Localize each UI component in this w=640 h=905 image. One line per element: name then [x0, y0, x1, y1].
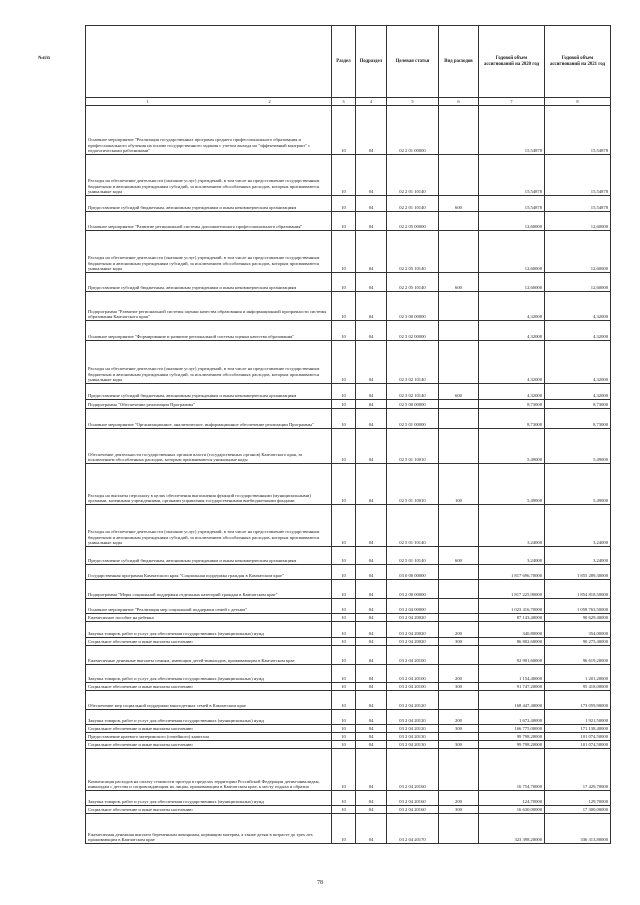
- row-razdel-cell: 10: [332, 429, 356, 464]
- page-number: 78: [317, 880, 323, 886]
- row-razdel-cell: 10: [332, 409, 356, 429]
- row-razdel-cell: 10: [332, 638, 356, 646]
- row-expense-type-cell: 300: [439, 725, 479, 733]
- row-2021-cell: 17 429,70000: [545, 749, 611, 791]
- row-target-article-cell: 03 2 04 20100: [387, 665, 439, 683]
- row-podrazdel-cell: 04: [356, 321, 387, 341]
- table-row: [86, 599, 611, 614]
- row-name-cell: Обеспечение мер социальной поддержки многодетных семей в Камчатском крае: [86, 691, 332, 710]
- table-row: [86, 814, 611, 844]
- row-2021-cell: 90 629,40000: [545, 614, 611, 622]
- row-2021-cell: 4,32000: [545, 321, 611, 341]
- row-name-cell: Ежемесячная денежная выплата беременным женщинам, кормящим матерям, а также детям в возрасте до трех лет, проживающим в Камчатском крае: [86, 814, 332, 844]
- row-2021-cell: 3,24000: [545, 505, 611, 547]
- row-expense-type-cell: 200: [439, 665, 479, 683]
- row-name-cell: Закупка товаров, работ и услуг для обеспечения государственных (муниципальных) нужд: [86, 665, 332, 683]
- row-2021-cell: 8,73000: [545, 400, 611, 409]
- row-podrazdel-cell: 04: [356, 814, 387, 844]
- row-2020-cell: 5,49000: [479, 429, 545, 464]
- table-row: [86, 400, 611, 409]
- header-2020: Годовой объем ассигнований на 2020 год: [479, 26, 545, 98]
- row-razdel-cell: 10: [332, 155, 356, 196]
- column-number: 5: [387, 98, 439, 106]
- row-expense-type-cell: 200: [439, 791, 479, 806]
- row-expense-type-cell: [439, 231, 479, 273]
- table-row: [86, 733, 611, 741]
- row-2020-cell: 340,80000: [479, 622, 545, 638]
- row-name-cell: Предоставление субсидий бюджетным, автономным учреждениям и иным некоммерческим организациям: [86, 273, 332, 292]
- row-2021-cell: 95 418,00000: [545, 683, 611, 691]
- row-target-article-cell: 02 2 05 10140: [387, 231, 439, 273]
- row-2020-cell: 15,54878: [479, 196, 545, 212]
- row-name-cell: Закупка товаров, работ и услуг для обеспечения государственных (муниципальных) нужд: [86, 710, 332, 725]
- row-podrazdel-cell: 04: [356, 710, 387, 725]
- row-expense-type-cell: [439, 155, 479, 196]
- row-2020-cell: 16 754,70000: [479, 749, 545, 791]
- row-podrazdel-cell: 04: [356, 646, 387, 665]
- row-2020-cell: 1 817 696,70000: [479, 565, 545, 580]
- row-2020-cell: 99 798,20000: [479, 733, 545, 741]
- row-razdel-cell: 10: [332, 814, 356, 844]
- table-row: [86, 565, 611, 580]
- row-expense-type-cell: [439, 321, 479, 341]
- row-name-cell: Основное мероприятие "Реализация государственных программ среднего профессионального образования и профессионального обучения на основе государственного задания с учетом выхода на "эффективный контракт" с педагогическими работниками": [86, 106, 332, 155]
- row-2021-cell: 171 138,40000: [545, 725, 611, 733]
- row-name-cell: Расходы на обеспечение деятельности (оказание услуг) учреждений, в том числе на предоставление государственным бюджетным и автономным учреждениям субсидий, за исключением обособленных расходов, которым присваиваются уникальные коды: [86, 341, 332, 384]
- row-target-article-cell: 02 5 01 10010: [387, 464, 439, 505]
- row-2020-cell: 4,32000: [479, 292, 545, 321]
- row-razdel-cell: 10: [332, 733, 356, 741]
- row-2021-cell: 15,54878: [545, 196, 611, 212]
- row-2021-cell: 336 313,80000: [545, 814, 611, 844]
- row-2021-cell: 90 275,40000: [545, 638, 611, 646]
- row-target-article-cell: 03 2 04 20020: [387, 614, 439, 622]
- row-2020-cell: 92 901,60000: [479, 646, 545, 665]
- row-2021-cell: 12,60000: [545, 273, 611, 292]
- row-2020-cell: 8,73000: [479, 409, 545, 429]
- row-2021-cell: 15,54878: [545, 155, 611, 196]
- row-podrazdel-cell: 04: [356, 505, 387, 547]
- row-expense-type-cell: [439, 505, 479, 547]
- row-podrazdel-cell: 04: [356, 741, 387, 749]
- row-expense-type-cell: [439, 292, 479, 321]
- row-expense-type-cell: 300: [439, 638, 479, 646]
- row-razdel-cell: 10: [332, 622, 356, 638]
- row-target-article-cell: 02 3 02 10140: [387, 384, 439, 400]
- row-2020-cell: 12,60000: [479, 212, 545, 231]
- row-expense-type-cell: [439, 106, 479, 155]
- row-2020-cell: 166 775,00000: [479, 725, 545, 733]
- header-2021: Годовой объем ассигнований на 2021 год: [545, 26, 611, 98]
- row-2020-cell: 1 672,40000: [479, 710, 545, 725]
- row-expense-type-cell: 600: [439, 384, 479, 400]
- row-2020-cell: 12,60000: [479, 273, 545, 292]
- row-name-cell: Основное мероприятие "Развитие региональной системы дополнительного профессионального образования": [86, 212, 332, 231]
- row-podrazdel-cell: 04: [356, 429, 387, 464]
- row-podrazdel-cell: 04: [356, 400, 387, 409]
- row-razdel-cell: 10: [332, 547, 356, 565]
- row-2021-cell: 8,73000: [545, 409, 611, 429]
- row-expense-type-cell: 300: [439, 683, 479, 691]
- row-expense-type-cell: [439, 733, 479, 741]
- row-2020-cell: 86 802,60000: [479, 638, 545, 646]
- table-row: [86, 580, 611, 599]
- column-number: 4: [356, 98, 387, 106]
- row-target-article-cell: 02 3 00 00000: [387, 292, 439, 321]
- row-expense-type-cell: 600: [439, 547, 479, 565]
- row-podrazdel-cell: 04: [356, 547, 387, 565]
- table-row: [86, 292, 611, 321]
- row-expense-type-cell: [439, 599, 479, 614]
- header-expense-type: Вид расходов: [439, 26, 479, 98]
- row-name-cell: Расходы на обеспечение деятельности (оказание услуг) учреждений, в том числе на предоставление государственным бюджетным и автономным учреждениям субсидий, за исключением обособленных расходов, которым присваиваются уникальные коды: [86, 155, 332, 196]
- row-name-cell: Предоставление краевого материнского (семейного) капитала: [86, 733, 332, 741]
- row-2021-cell: 354,00000: [545, 622, 611, 638]
- table-row: [86, 321, 611, 341]
- row-podrazdel-cell: 04: [356, 665, 387, 683]
- table-row: [86, 710, 611, 725]
- row-target-article-cell: 03 2 04 20160: [387, 749, 439, 791]
- row-podrazdel-cell: 04: [356, 212, 387, 231]
- row-podrazdel-cell: 04: [356, 384, 387, 400]
- row-podrazdel-cell: 04: [356, 733, 387, 741]
- table-row: [86, 464, 611, 505]
- row-podrazdel-cell: 04: [356, 791, 387, 806]
- row-2021-cell: 129,70000: [545, 791, 611, 806]
- row-podrazdel-cell: 04: [356, 565, 387, 580]
- row-razdel-cell: 10: [332, 505, 356, 547]
- row-podrazdel-cell: 04: [356, 614, 387, 622]
- row-razdel-cell: 10: [332, 464, 356, 505]
- row-target-article-cell: 02 5 01 10140: [387, 547, 439, 565]
- row-razdel-cell: 10: [332, 273, 356, 292]
- row-2021-cell: 101 074,50000: [545, 733, 611, 741]
- row-expense-type-cell: [439, 409, 479, 429]
- row-2020-cell: 4,32000: [479, 384, 545, 400]
- row-expense-type-cell: [439, 212, 479, 231]
- row-2021-cell: 101 074,50000: [545, 741, 611, 749]
- row-razdel-cell: 10: [332, 725, 356, 733]
- row-name-cell: Расходы на обеспечение деятельности (оказание услуг) учреждений, в том числе на предоставление государственным бюджетным и автономным учреждениям субсидий, за исключением обособленных расходов, которым присваиваются уникальные коды: [86, 505, 332, 547]
- table-row: [86, 505, 611, 547]
- row-2020-cell: 15,54878: [479, 155, 545, 196]
- row-target-article-cell: 03 2 04 20130: [387, 733, 439, 741]
- row-target-article-cell: 03 2 04 20020: [387, 638, 439, 646]
- row-name-cell: Закупка товаров, работ и услуг для обеспечения государственных (муниципальных) нужд: [86, 622, 332, 638]
- row-name-cell: Предоставление субсидий бюджетным, автономным учреждениям и иным некоммерческим организациям: [86, 547, 332, 565]
- row-2020-cell: 4,32000: [479, 321, 545, 341]
- row-target-article-cell: 03 2 04 20120: [387, 725, 439, 733]
- row-target-article-cell: 02 2 01 10140: [387, 155, 439, 196]
- row-name-cell: Государственная программа Камчатского края "Социальная поддержка граждан в Камчатском крае": [86, 565, 332, 580]
- column-number-row: [86, 98, 611, 106]
- row-2021-cell: 12,60000: [545, 212, 611, 231]
- budget-allocation-table: [85, 25, 611, 844]
- table-row: [86, 196, 611, 212]
- table-row: [86, 741, 611, 749]
- table-row: [86, 429, 611, 464]
- row-podrazdel-cell: 04: [356, 622, 387, 638]
- row-2021-cell: 4,32000: [545, 292, 611, 321]
- row-razdel-cell: 10: [332, 212, 356, 231]
- row-2021-cell: 17 300,00000: [545, 806, 611, 814]
- row-2020-cell: 12,60000: [479, 231, 545, 273]
- header-target-article: Целевая статья: [387, 26, 439, 98]
- table-row: [86, 791, 611, 806]
- row-target-article-cell: 03 2 04 20160: [387, 806, 439, 814]
- row-2020-cell: 1 023 416,70000: [479, 599, 545, 614]
- row-target-article-cell: 03 2 04 20170: [387, 814, 439, 844]
- row-2021-cell: 15,54878: [545, 106, 611, 155]
- row-target-article-cell: 02 5 00 00000: [387, 400, 439, 409]
- row-razdel-cell: 10: [332, 665, 356, 683]
- row-name-cell: Подпрограмма "Обеспечение реализации Программы": [86, 400, 332, 409]
- row-target-article-cell: 03 2 04 00000: [387, 599, 439, 614]
- table-row: [86, 683, 611, 691]
- row-2020-cell: 124,70000: [479, 791, 545, 806]
- row-2021-cell: 4,32000: [545, 341, 611, 384]
- row-name-cell: Предоставление субсидий бюджетным, автономным учреждениям и иным некоммерческим организациям: [86, 196, 332, 212]
- row-razdel-cell: 10: [332, 749, 356, 791]
- table-row: [86, 806, 611, 814]
- row-target-article-cell: 03 0 00 00000: [387, 565, 439, 580]
- row-name-cell: Подпрограмма "Развитие региональной системы оценки качества образования и информационной прозрачности системы образования Камчатского края": [86, 292, 332, 321]
- row-name-cell: Расходы на обеспечение деятельности (оказание услуг) учреждений, в том числе на предоставление государственным бюджетным и автономным учреждениям субсидий, за исключением обособленных расходов, которым присваиваются уникальные коды: [86, 231, 332, 273]
- row-target-article-cell: 02 2 05 10140: [387, 273, 439, 292]
- row-razdel-cell: 10: [332, 292, 356, 321]
- row-name-cell: Ежемесячное пособие на ребенка: [86, 614, 332, 622]
- row-2021-cell: 1 201,20000: [545, 665, 611, 683]
- row-2021-cell: 4,32000: [545, 384, 611, 400]
- row-target-article-cell: 03 2 04 20120: [387, 710, 439, 725]
- table-row: [86, 231, 611, 273]
- row-2020-cell: 3,24000: [479, 505, 545, 547]
- row-name-cell: Социальное обеспечение и иные выплаты населению: [86, 725, 332, 733]
- row-razdel-cell: 10: [332, 791, 356, 806]
- row-target-article-cell: 03 2 04 20130: [387, 741, 439, 749]
- row-name-cell: Закупка товаров, работ и услуг для обеспечения государственных (муниципальных) нужд: [86, 791, 332, 806]
- row-podrazdel-cell: 04: [356, 806, 387, 814]
- row-2020-cell: 8,73000: [479, 400, 545, 409]
- row-name-cell: Подпрограмма "Меры социальной поддержки отдельных категорий граждан в Камчатском крае": [86, 580, 332, 599]
- row-expense-type-cell: 600: [439, 196, 479, 212]
- row-2021-cell: 96 619,20000: [545, 646, 611, 665]
- row-podrazdel-cell: 04: [356, 409, 387, 429]
- row-razdel-cell: 10: [332, 646, 356, 665]
- row-podrazdel-cell: 04: [356, 273, 387, 292]
- row-razdel-cell: 10: [332, 565, 356, 580]
- row-razdel-cell: 10: [332, 384, 356, 400]
- row-expense-type-cell: 200: [439, 710, 479, 725]
- row-2020-cell: 5,49000: [479, 464, 545, 505]
- row-expense-type-cell: 600: [439, 273, 479, 292]
- row-name-cell: Ежемесячные денежные выплаты семьям, имеющим детей-инвалидов, проживающим в Камчатском крае: [86, 646, 332, 665]
- row-podrazdel-cell: 04: [356, 683, 387, 691]
- column-number: 7: [479, 98, 545, 106]
- row-2020-cell: 91 747,20000: [479, 683, 545, 691]
- row-2020-cell: 3,24000: [479, 547, 545, 565]
- column-number: 1 2: [86, 98, 332, 106]
- row-expense-type-cell: [439, 814, 479, 844]
- row-target-article-cell: 02 2 05 00000: [387, 212, 439, 231]
- row-expense-type-cell: [439, 749, 479, 791]
- row-2020-cell: 15,54878: [479, 106, 545, 155]
- row-expense-type-cell: [439, 580, 479, 599]
- table-row: [86, 384, 611, 400]
- row-name-cell: Компенсация расходов на оплату стоимости проезда в пределах территории Российской Федерации детям-инвалидам, инвалидам с детства и сопровождающим их лицам, проживающим в Камчатском крае, к месту отдыха и обратно: [86, 749, 332, 791]
- row-expense-type-cell: 300: [439, 806, 479, 814]
- row-2021-cell: 1 058 763,50000: [545, 599, 611, 614]
- row-name-cell: Основное мероприятие "Организационное, аналитическое, информационное обеспечение реализации Программы": [86, 409, 332, 429]
- table-row: [86, 155, 611, 196]
- row-podrazdel-cell: 04: [356, 196, 387, 212]
- row-expense-type-cell: [439, 691, 479, 710]
- row-podrazdel-cell: 04: [356, 106, 387, 155]
- header-podrazdel: Подраздел: [356, 26, 387, 98]
- row-podrazdel-cell: 04: [356, 231, 387, 273]
- row-name-cell: Основное мероприятие "Реализация мер социальной поддержки семей с детьми": [86, 599, 332, 614]
- row-2021-cell: 5,49000: [545, 464, 611, 505]
- row-target-article-cell: 03 2 04 20100: [387, 683, 439, 691]
- row-target-article-cell: 03 2 04 20100: [387, 646, 439, 665]
- row-podrazdel-cell: 04: [356, 725, 387, 733]
- row-name-cell: Предоставление субсидий бюджетным, автономным учреждениям и иным некоммерческим организациям: [86, 384, 332, 400]
- row-target-article-cell: 03 2 04 20120: [387, 691, 439, 710]
- row-2021-cell: 1 854 818,50000: [545, 580, 611, 599]
- row-2021-cell: 5,49000: [545, 429, 611, 464]
- row-target-article-cell: 02 2 01 10140: [387, 196, 439, 212]
- row-expense-type-cell: [439, 429, 479, 464]
- row-razdel-cell: 10: [332, 691, 356, 710]
- row-podrazdel-cell: 04: [356, 580, 387, 599]
- table-row: [86, 646, 611, 665]
- row-podrazdel-cell: 04: [356, 155, 387, 196]
- row-razdel-cell: 10: [332, 683, 356, 691]
- row-razdel-cell: 10: [332, 614, 356, 622]
- row-expense-type-cell: 300: [439, 741, 479, 749]
- row-podrazdel-cell: 04: [356, 599, 387, 614]
- table-row: [86, 622, 611, 638]
- row-podrazdel-cell: 04: [356, 292, 387, 321]
- row-2021-cell: 3,24000: [545, 547, 611, 565]
- row-name-cell: Основное мероприятие "Формирование и развитие региональной системы оценки качества образования": [86, 321, 332, 341]
- row-2020-cell: 99 798,20000: [479, 741, 545, 749]
- row-expense-type-cell: 100: [439, 464, 479, 505]
- row-target-article-cell: 02 5 01 10010: [387, 429, 439, 464]
- column-number: 8: [545, 98, 611, 106]
- row-expense-type-cell: [439, 614, 479, 622]
- table-row: [86, 665, 611, 683]
- table-row: [86, 638, 611, 646]
- row-2020-cell: 87 143,40000: [479, 614, 545, 622]
- row-target-article-cell: 02 3 02 00000: [387, 321, 439, 341]
- column-number: 6: [439, 98, 479, 106]
- row-razdel-cell: 10: [332, 231, 356, 273]
- row-razdel-cell: 10: [332, 580, 356, 599]
- row-razdel-cell: 10: [332, 321, 356, 341]
- row-podrazdel-cell: 04: [356, 464, 387, 505]
- row-name-cell: Социальное обеспечение и иные выплаты населению: [86, 806, 332, 814]
- row-expense-type-cell: 200: [439, 622, 479, 638]
- row-2020-cell: 16 630,00000: [479, 806, 545, 814]
- header-name: [86, 26, 332, 98]
- row-2020-cell: 4,32000: [479, 341, 545, 384]
- table-row: [86, 547, 611, 565]
- row-number-header: №п/п: [38, 56, 50, 61]
- header-razdel: Раздел: [332, 26, 356, 98]
- row-2021-cell: 12,60000: [545, 231, 611, 273]
- row-razdel-cell: 10: [332, 400, 356, 409]
- row-podrazdel-cell: 04: [356, 638, 387, 646]
- row-name-cell: Обеспечение деятельности государственных органов власти (государственных органов) Камчатского края, за исключением обособленных расходов, которым присваиваются уникальные коды: [86, 429, 332, 464]
- row-2021-cell: 1 921,50000: [545, 710, 611, 725]
- table-row: [86, 691, 611, 710]
- table-row: [86, 212, 611, 231]
- row-target-article-cell: 02 5 01 00000: [387, 409, 439, 429]
- table-row: [86, 106, 611, 155]
- row-expense-type-cell: [439, 646, 479, 665]
- row-podrazdel-cell: 04: [356, 749, 387, 791]
- table-row: [86, 409, 611, 429]
- table-row: [86, 749, 611, 791]
- row-2020-cell: 1 154,40000: [479, 665, 545, 683]
- row-expense-type-cell: [439, 341, 479, 384]
- row-razdel-cell: 10: [332, 710, 356, 725]
- row-target-article-cell: 03 2 00 00000: [387, 580, 439, 599]
- table-row: [86, 341, 611, 384]
- row-razdel-cell: 10: [332, 341, 356, 384]
- row-2021-cell: 1 855 289,30000: [545, 565, 611, 580]
- row-razdel-cell: 10: [332, 806, 356, 814]
- row-razdel-cell: 10: [332, 196, 356, 212]
- row-2020-cell: 323 398,20000: [479, 814, 545, 844]
- table-body: [86, 106, 611, 844]
- row-razdel-cell: 10: [332, 106, 356, 155]
- row-target-article-cell: 02 5 01 10140: [387, 505, 439, 547]
- row-target-article-cell: 03 2 04 20020: [387, 622, 439, 638]
- row-2021-cell: 173 059,90000: [545, 691, 611, 710]
- row-name-cell: Социальное обеспечение и иные выплаты населению: [86, 638, 332, 646]
- row-podrazdel-cell: 04: [356, 341, 387, 384]
- row-target-article-cell: 02 3 02 10140: [387, 341, 439, 384]
- row-razdel-cell: 10: [332, 599, 356, 614]
- row-target-article-cell: 03 2 04 20160: [387, 791, 439, 806]
- table-row: [86, 725, 611, 733]
- table-row: [86, 614, 611, 622]
- row-expense-type-cell: [439, 565, 479, 580]
- row-name-cell: Расходы на выплаты персоналу в целях обеспечения выполнения функций государственными (муниципальными) органами, казенными учреждениями, органами управления государственными внебюджетными фондами: [86, 464, 332, 505]
- table-row: [86, 273, 611, 292]
- column-number: 3: [332, 98, 356, 106]
- row-podrazdel-cell: 04: [356, 691, 387, 710]
- row-name-cell: Социальное обеспечение и иные выплаты населению: [86, 683, 332, 691]
- table-header-row: [86, 26, 611, 98]
- row-expense-type-cell: [439, 400, 479, 409]
- row-2020-cell: 1 817 225,90000: [479, 580, 545, 599]
- row-name-cell: Социальное обеспечение и иные выплаты населению: [86, 741, 332, 749]
- row-target-article-cell: 02 2 01 00000: [387, 106, 439, 155]
- row-razdel-cell: 10: [332, 741, 356, 749]
- row-2020-cell: 168 447,40000: [479, 691, 545, 710]
